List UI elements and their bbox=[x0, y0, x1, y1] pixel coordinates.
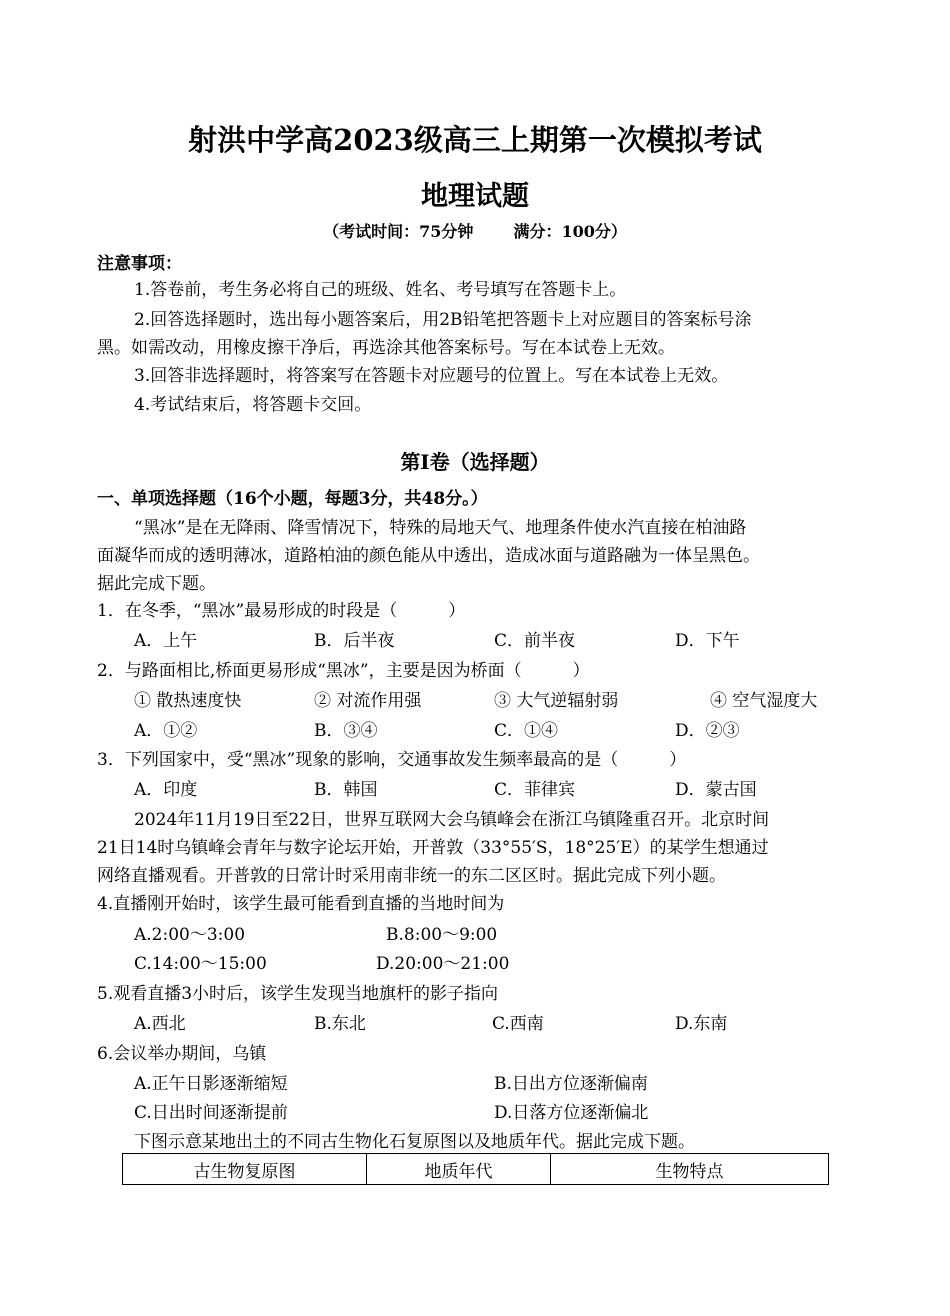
option-c: C.西南 bbox=[492, 1014, 544, 1034]
question-5-stem: 5.观看直播3小时后，该学生发现当地旗杆的影子指向 bbox=[97, 984, 499, 1004]
option-a: A．上午 bbox=[134, 631, 198, 651]
option-a: A.2:00～3:00 bbox=[134, 925, 246, 945]
option-b: B.日出方位逐渐偏南 bbox=[494, 1074, 648, 1094]
option-d: D．②③ bbox=[675, 721, 740, 741]
statement-3: ③ 大气逆辐射弱 bbox=[494, 691, 619, 711]
question-3-options bbox=[0, 775, 950, 805]
question-6-options-row1 bbox=[0, 1069, 950, 1099]
option-b: B.东北 bbox=[314, 1014, 366, 1034]
question-2-statements bbox=[0, 686, 950, 716]
question-6-stem: 6.会议举办期间，乌镇 bbox=[97, 1044, 267, 1064]
table-header-cell: 地质年代 bbox=[367, 1154, 551, 1185]
question-1-stem: 1．在冬季，“黑冰”最易形成的时段是（ ） bbox=[97, 601, 466, 621]
option-c: C．菲律宾 bbox=[494, 780, 576, 800]
option-d: D.20:00～21:00 bbox=[376, 954, 510, 974]
option-c: C．①④ bbox=[494, 721, 559, 741]
part-title: 第I卷（选择题） bbox=[400, 450, 550, 474]
option-b: B．后半夜 bbox=[314, 631, 395, 651]
option-d: D.东南 bbox=[675, 1014, 728, 1034]
section-heading: 一、单项选择题（16个小题，每题3分，共48分。） bbox=[97, 489, 488, 509]
exam-info bbox=[0, 219, 950, 242]
passage-line: 面凝华而成的透明薄冰，道路柏油的颜色能从中透出，造成冰面与道路融为一体呈黑色。 bbox=[97, 546, 760, 566]
question-3-stem: 3．下列国家中，受“黑冰”现象的影响，交通事故发生频率最高的是（ ） bbox=[97, 750, 687, 770]
statement-1: ① 散热速度快 bbox=[134, 691, 242, 711]
option-d: D.日落方位逐渐偏北 bbox=[494, 1103, 649, 1123]
question-1-options bbox=[0, 626, 950, 656]
notice-item: 黑。如需改动，用橡皮擦干净后，再选涂其他答案标号。写在本试卷上无效。 bbox=[97, 338, 675, 358]
option-b: B．韩国 bbox=[314, 780, 378, 800]
option-d: D．蒙古国 bbox=[675, 780, 757, 800]
passage-line: 据此完成下题。 bbox=[97, 574, 216, 594]
question-2-stem: 2．与路面相比,桥面更易形成“黑冰”，主要是因为桥面（ ） bbox=[97, 661, 590, 681]
question-6-options-row2 bbox=[0, 1098, 950, 1128]
notice-item: 2.回答选择题时，选出每小题答案后，用2B铅笔把答题卡上对应题目的答案标号涂 bbox=[134, 310, 752, 330]
question-4-options-row1 bbox=[0, 920, 950, 950]
exam-score: 满分：100分） bbox=[513, 222, 627, 241]
option-c: C．前半夜 bbox=[494, 631, 576, 651]
passage-line: 21日14时乌镇峰会青年与数字论坛开始，开普敦（33°55′S，18°25′E）的某学生想通过 bbox=[97, 838, 769, 858]
passage-line: 网络直播观看。开普敦的日常计时采用南非统一的东二区区时。据此完成下列小题。 bbox=[97, 866, 726, 886]
notice-heading: 注意事项： bbox=[97, 254, 182, 274]
option-c: C.日出时间逐渐提前 bbox=[134, 1103, 288, 1123]
question-2-options bbox=[0, 716, 950, 746]
question-5-options bbox=[0, 1009, 950, 1039]
subject-title: 地理试题 bbox=[421, 181, 529, 212]
notice-item: 4.考试结束后，将答题卡交回。 bbox=[134, 395, 372, 415]
statement-4: ④ 空气湿度大 bbox=[710, 691, 818, 711]
question-4-stem: 4.直播刚开始时，该学生最可能看到直播的当地时间为 bbox=[97, 894, 505, 914]
passage-line: “黑冰”是在无降雨、降雪情况下，特殊的局地天气、地理条件使水汽直接在柏油路 bbox=[134, 518, 747, 538]
option-b: B.8:00～9:00 bbox=[386, 925, 498, 945]
table-header-cell: 古生物复原图 bbox=[123, 1154, 367, 1185]
notice-item: 1.答卷前，考生务必将自己的班级、姓名、考号填写在答题卡上。 bbox=[134, 280, 627, 300]
option-a: A.西北 bbox=[134, 1014, 186, 1034]
question-4-options-row2 bbox=[0, 949, 950, 979]
table-header-cell: 生物特点 bbox=[551, 1154, 829, 1185]
option-a: A．印度 bbox=[134, 780, 198, 800]
table-header-row bbox=[123, 1154, 829, 1185]
fossil-table bbox=[122, 1153, 829, 1185]
option-a: A.正午日影逐渐缩短 bbox=[134, 1074, 288, 1094]
option-d: D．下午 bbox=[675, 631, 740, 651]
passage-line: 2024年11月19日至22日，世界互联网大会乌镇峰会在浙江乌镇隆重召开。北京时间 bbox=[134, 810, 770, 830]
exam-time: （考试时间：75分钟 bbox=[323, 222, 474, 241]
notice-item: 3.回答非选择题时，将答案写在答题卡对应题号的位置上。写在本试卷上无效。 bbox=[134, 366, 729, 386]
statement-2: ② 对流作用强 bbox=[314, 691, 422, 711]
option-c: C.14:00～15:00 bbox=[134, 954, 267, 974]
option-b: B．③④ bbox=[314, 721, 378, 741]
option-a: A．①② bbox=[134, 721, 198, 741]
exam-title: 射洪中学高2023级高三上期第一次模拟考试 bbox=[188, 123, 762, 157]
passage-line: 下图示意某地出土的不同古生物化石复原图以及地质年代。据此完成下题。 bbox=[134, 1132, 695, 1152]
